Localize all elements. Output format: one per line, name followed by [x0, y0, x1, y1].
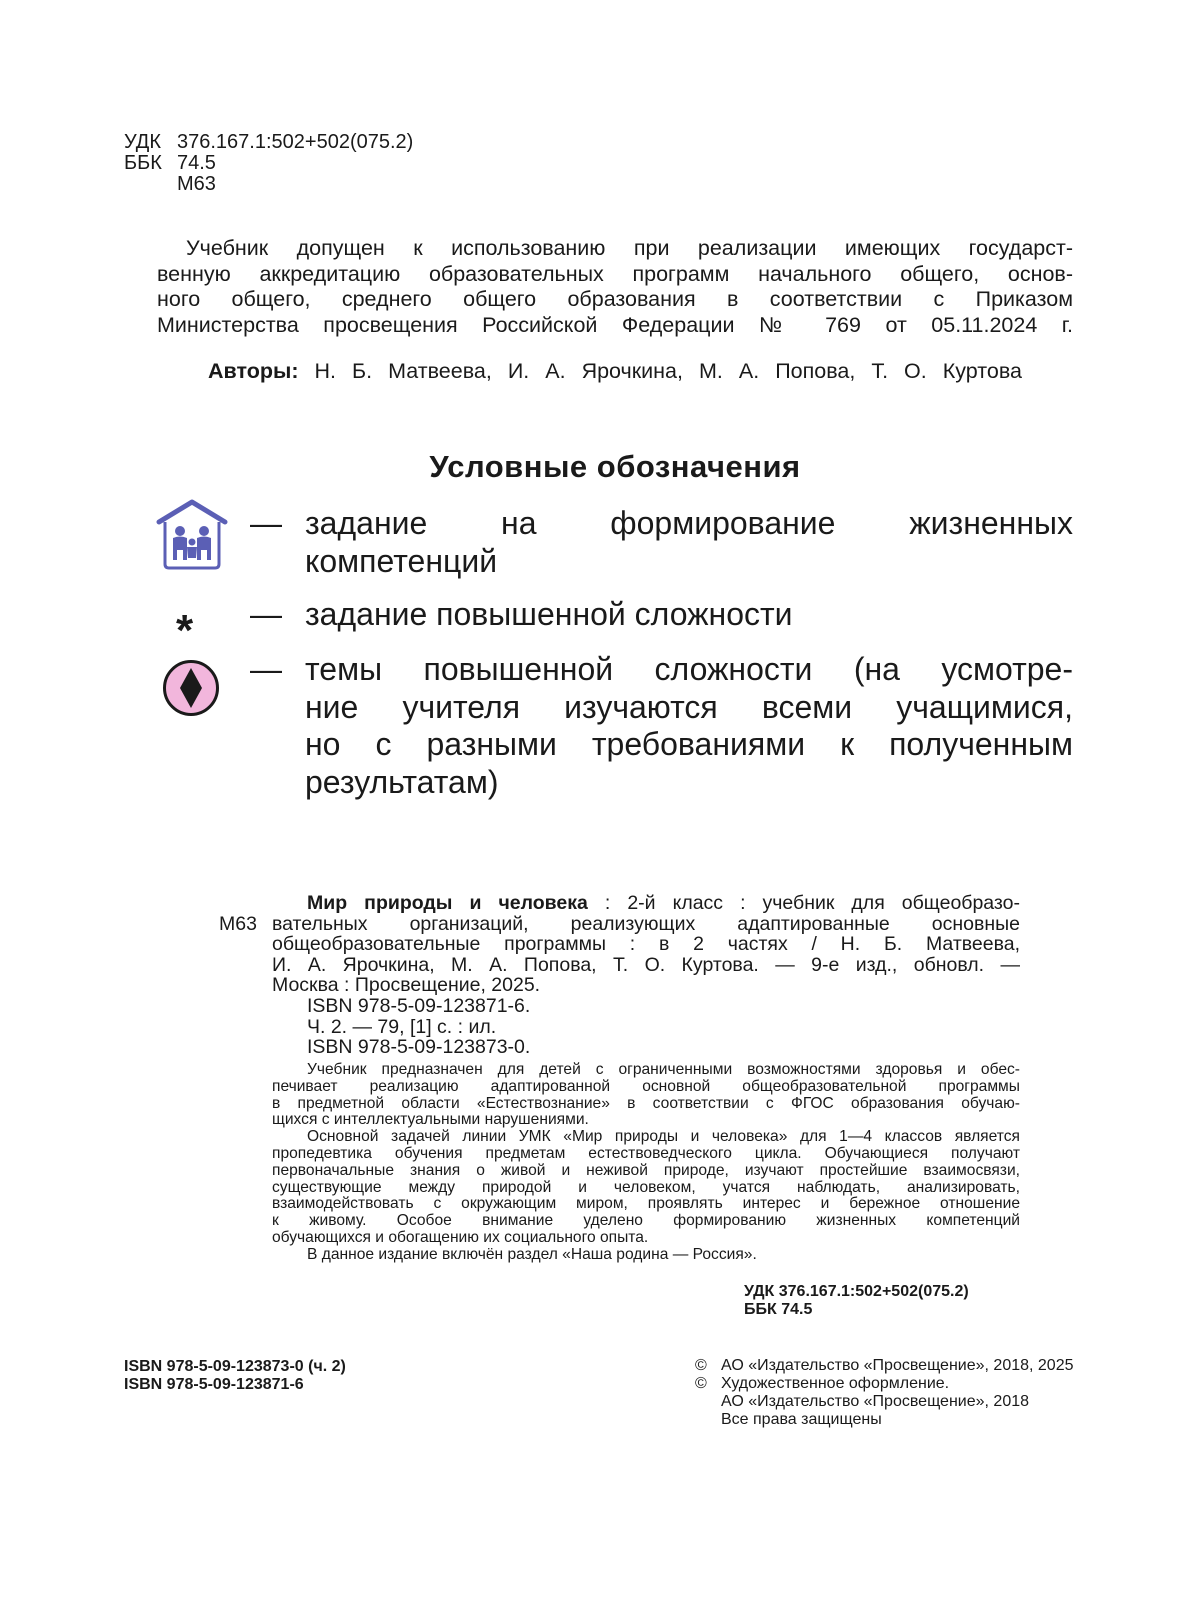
annotation-line: в предметной области «Естествознание» в соответствии с ФГОС образования обучаю-: [272, 1094, 1020, 1112]
catalog-indices: [124, 132, 413, 195]
book-title: Мир природы и человека: [307, 892, 588, 914]
author-mark: М63: [177, 173, 216, 195]
family-house-icon: [156, 498, 228, 570]
udk-row: [124, 132, 413, 153]
part-info: Ч. 2. — 79, [1] с. : ил.: [307, 1015, 497, 1038]
diamond-circle-icon: [162, 659, 220, 717]
legend-item-line: задание повышенной сложности: [305, 596, 793, 632]
bibliography-line: И. А. Ярочкина, М. А. Попова, Т. О. Куртова. — 9-е изд., обновл. —: [272, 953, 1020, 976]
udk-bottom: УДК 376.167.1:502+502(075.2): [744, 1283, 969, 1300]
bibliography-line: вательных организаций, реализующих адаптированные основные: [272, 912, 1020, 935]
annotation-line: обучающихся и обогащению их социального опыта.: [272, 1228, 649, 1246]
annotation-line: печивает реализацию адаптированной основной общеобразовательной программы: [272, 1077, 1020, 1095]
admission-line: Учебник допущен к использованию при реализации имеющих государст-: [186, 236, 1073, 260]
copyright-block: [695, 1357, 1074, 1429]
legend-item-life-skills: [305, 505, 1073, 580]
isbn-block: [124, 1358, 346, 1394]
admission-note: [157, 236, 1073, 338]
legend-item-hard-topics: [305, 651, 1073, 801]
asterisk-icon: *: [176, 606, 194, 655]
bbk-bottom: ББК 74.5: [744, 1300, 813, 1318]
legend-item-line: темы повышенной сложности (на усмотре-: [305, 651, 1073, 687]
bbk-label: ББК: [124, 152, 162, 174]
annotation: [272, 1062, 1020, 1264]
udk-value: 376.167.1:502+502(075.2): [177, 131, 414, 153]
annotation-line: к живому. Особое внимание уделено формированию жизненных компетенций: [272, 1212, 1020, 1230]
bibliography-line: общеобразовательные программы : в 2 частях / Н. Б. Матвеева,: [272, 933, 1020, 956]
udk-label: УДК: [124, 131, 162, 153]
annotation-line: Учебник предназначен для детей с ограниченными возможностями здоровья и обес-: [307, 1061, 1020, 1078]
bbk-row: [124, 153, 413, 174]
admission-line: венную аккредитацию образовательных программ начального общего, основ-: [157, 261, 1073, 286]
bibliography-line: Москва : Просвещение, 2025.: [272, 974, 541, 997]
legend-dash: —: [250, 505, 282, 541]
bibliography-mark: М63: [219, 913, 257, 935]
annotation-line: взаимодействовать с окружающим миром, проявлять интерес и бережное отношение: [272, 1195, 1020, 1213]
copyright-line: АО «Издательство «Просвещение», 2018: [721, 1393, 1030, 1410]
author-mark-row: [124, 174, 413, 195]
legend-dash: —: [250, 596, 282, 632]
isbn-set: ISBN 978-5-09-123871-6.: [307, 994, 531, 1017]
admission-line: ного общего, среднего общего образования в соответствии с Приказом: [157, 287, 1073, 311]
copyright-icon: ©: [695, 1375, 707, 1392]
authors-label: Авторы:: [208, 359, 299, 383]
isbn-line: ISBN 978-5-09-123873-0 (ч. 2): [124, 1358, 346, 1375]
bibliographic-record: [272, 893, 1020, 1058]
copyright-icon: ©: [695, 1357, 707, 1374]
legend-title: Условные обозначения: [429, 449, 801, 484]
annotation-line: пропедевтика обучения предметам естествоведческого цикла. Обучающиеся получают: [272, 1144, 1020, 1162]
authors-names: Н. Б. Матвеева, И. А. Ярочкина, М. А. Попова, Т. О. Куртова: [314, 359, 1022, 383]
legend-item-hard-task: [305, 596, 1073, 634]
annotation-line: В данное издание включён раздел «Наша родина — Россия».: [307, 1245, 757, 1263]
legend-dash: —: [250, 651, 282, 687]
legend-item-line: но с разными требованиями к полученным: [305, 726, 1073, 762]
annotation-line: Основной задачей линии УМК «Мир природы и человека» для 1—4 классов является: [307, 1128, 1020, 1146]
annotation-line: существующие между природой и человеком, учатся наблюдать, анализировать,: [272, 1178, 1020, 1196]
authors-line: [208, 358, 1022, 384]
udk-bbk-bottom: [744, 1283, 969, 1318]
isbn-part: ISBN 978-5-09-123873-0.: [307, 1036, 531, 1059]
isbn-line: ISBN 978-5-09-123871-6: [124, 1376, 304, 1393]
annotation-line: щихся с интеллектуальными нарушениями.: [272, 1111, 589, 1129]
copyright-line: Художественное оформление.: [721, 1375, 950, 1392]
bibliography-title-line: Мир природы и человека : 2-й класс : учебник для общеобразо-: [307, 892, 1020, 914]
legend-item-line: результатам): [305, 763, 499, 800]
copyright-line: Все права защищены: [721, 1411, 882, 1428]
legend-item-line: задание на формирование жизненных: [305, 505, 1073, 541]
bbk-value: 74.5: [177, 152, 216, 174]
legend-item-line: компетенций: [305, 542, 498, 579]
admission-line: Министерства просвещения Российской Федерации № 769 от 05.11.2024 г.: [157, 312, 1073, 337]
legend-item-line: ние учителя изучаются всеми учащимися,: [305, 688, 1073, 725]
copyright-line: АО «Издательство «Просвещение», 2018, 2025: [721, 1357, 1074, 1374]
annotation-line: первоначальные знания о живой и неживой природе, изучают простейшие взаимосвязи,: [272, 1161, 1020, 1179]
